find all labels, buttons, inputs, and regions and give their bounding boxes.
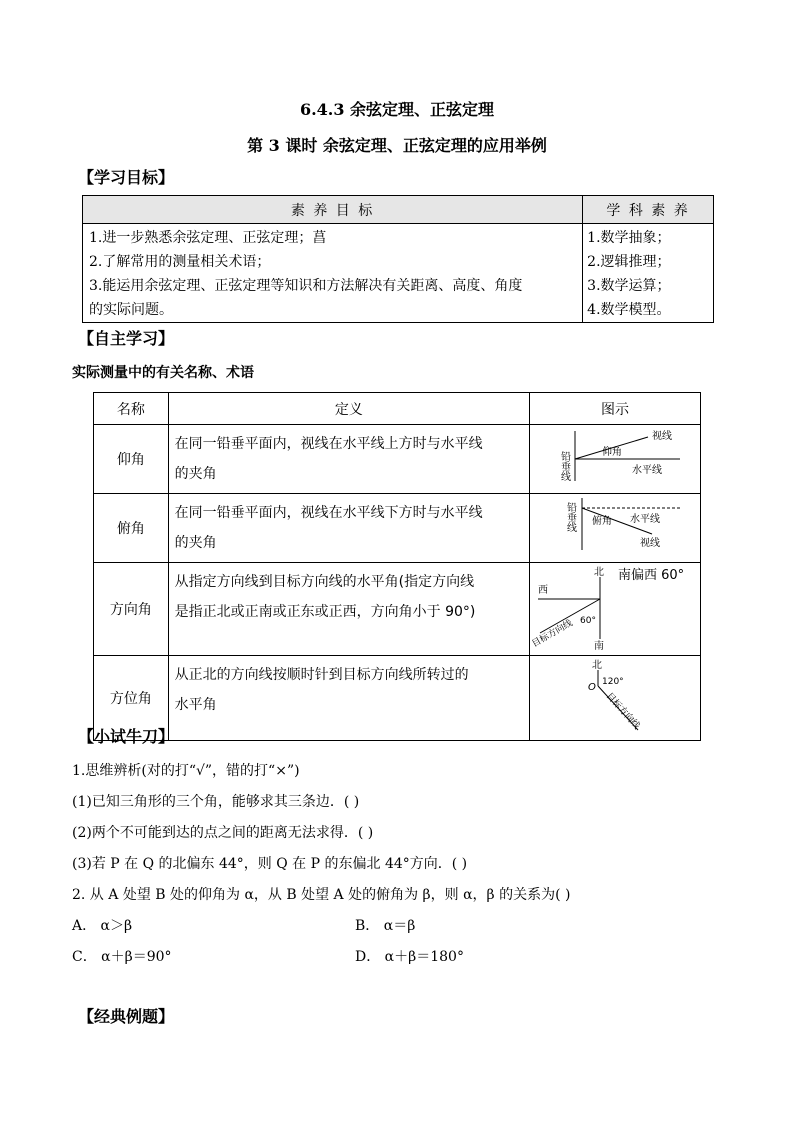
terms-table <box>93 392 701 741</box>
sight-line-label: 视线 <box>639 538 660 549</box>
goal-item: 1.进一步熟悉余弦定理、正弦定理；菖 <box>89 230 327 246</box>
term-definition-line: 从指定方向线到目标方向线的水平角(指定方向线 <box>174 574 475 590</box>
terms-heading: 实际测量中的有关名称、术语 <box>72 365 254 381</box>
question-2-title: 2. 从 A 处望 B 处的仰角为 α，从 B 处望 A 处的俯角为 β，则 α，β 的关系为( ) <box>72 887 571 903</box>
south-label: 南 <box>593 641 604 651</box>
term-definition-line: 是指正北或正南或正东或正西，方向角小于 90°) <box>174 604 476 620</box>
goal-item: 2.了解常用的测量相关术语； <box>89 254 271 270</box>
term-definition-line: 的夹角 <box>174 535 217 551</box>
question-1-item: (3)若 P 在 Q 的北偏东 44°，则 Q 在 P 的东偏北 44°方向．( ) <box>72 856 468 872</box>
target-line-label: 目标方向线 <box>603 691 642 732</box>
elevation-label: 仰角 <box>601 447 622 458</box>
elevation-diagram <box>529 425 700 494</box>
direction-angle-diagram <box>529 563 700 656</box>
term-definition <box>168 425 529 494</box>
option-d: D． α＋β＝180° <box>355 949 464 965</box>
literacy-header: 学 科 素 养 <box>583 196 714 224</box>
section-goals-heading: 【学习目标】 <box>78 168 175 187</box>
depression-label: 俯角 <box>591 516 612 527</box>
term-name: 方向角 <box>94 563 169 656</box>
section-practice-heading: 【小试牛刀】 <box>78 727 175 746</box>
literacy-cell <box>583 224 714 323</box>
literacy-item: 2.逻辑推理； <box>587 254 671 270</box>
terms-col-name: 名称 <box>94 393 169 425</box>
term-definition-line: 在同一铅垂平面内，视线在水平线下方时与水平线 <box>174 505 483 521</box>
goal-item: 的实际问题。 <box>89 302 173 318</box>
north-label: 北 <box>593 567 604 578</box>
depression-diagram <box>529 494 700 563</box>
literacy-item: 3.数学运算； <box>587 278 671 294</box>
azimuth-diagram <box>529 656 700 741</box>
section-self-study-heading: 【自主学习】 <box>78 329 175 348</box>
term-name: 方位角 <box>94 656 169 741</box>
goals-header: 素 养 目 标 <box>83 196 583 224</box>
sw60-label: 南偏西 60° <box>617 568 685 583</box>
option-a: A． α＞β <box>72 918 133 934</box>
page-title: 6.4.3 余弦定理、正弦定理 <box>299 100 495 119</box>
elevation-angle-figure <box>530 425 700 487</box>
terms-col-diagram: 图示 <box>529 393 700 425</box>
section-examples-heading: 【经典例题】 <box>78 1007 175 1026</box>
literacy-item: 4.数学模型。 <box>587 302 671 318</box>
term-definition <box>168 656 529 741</box>
question-1-item: (2)两个不可能到达的点之间的距离无法求得．( ) <box>72 825 374 841</box>
angle-120-label: 120° <box>601 677 624 687</box>
question-1-title: 1.思维辨析(对的打“√”，错的打“×”) <box>72 763 300 779</box>
term-definition-line: 从正北的方向线按顺时针到目标方向线所转过的 <box>174 667 469 683</box>
term-definition <box>168 563 529 656</box>
option-c: C． α＋β＝90° <box>72 949 172 965</box>
terms-col-definition: 定义 <box>168 393 529 425</box>
horizontal-line-label: 水平线 <box>629 514 660 525</box>
term-definition-line: 在同一铅垂平面内，视线在水平线上方时与水平线 <box>174 436 483 452</box>
angle-60-label: 60° <box>579 616 596 626</box>
west-label: 西 <box>537 585 548 596</box>
goal-item: 3.能运用余弦定理、正弦定理等知识和方法解决有关距离、高度、角度 <box>89 278 523 294</box>
azimuth-figure <box>530 656 700 736</box>
vertical-line-label: 铅垂线 <box>558 451 570 481</box>
vertical-line-label: 铅垂线 <box>564 502 576 532</box>
direction-angle-figure <box>530 563 700 651</box>
horizontal-line-label: 水平线 <box>631 465 662 476</box>
sight-line-label: 视线 <box>651 431 672 442</box>
goals-cell <box>83 224 583 323</box>
term-name: 仰角 <box>94 425 169 494</box>
term-definition-line: 的夹角 <box>174 466 217 482</box>
goals-table <box>82 195 714 323</box>
page-subtitle: 第 3 课时 余弦定理、正弦定理的应用举例 <box>247 136 547 155</box>
literacy-item: 1.数学抽象； <box>587 230 671 246</box>
target-line-label: 目标方向线 <box>530 618 575 650</box>
term-name: 俯角 <box>94 494 169 563</box>
depression-angle-figure <box>530 494 700 556</box>
origin-label: O <box>587 682 596 693</box>
question-1-item: (1)已知三角形的三个角，能够求其三条边．( ) <box>72 794 360 810</box>
option-b: B． α＝β <box>355 918 416 934</box>
term-definition-line: 水平角 <box>174 697 217 713</box>
term-definition <box>168 494 529 563</box>
north-label: 北 <box>591 660 602 671</box>
